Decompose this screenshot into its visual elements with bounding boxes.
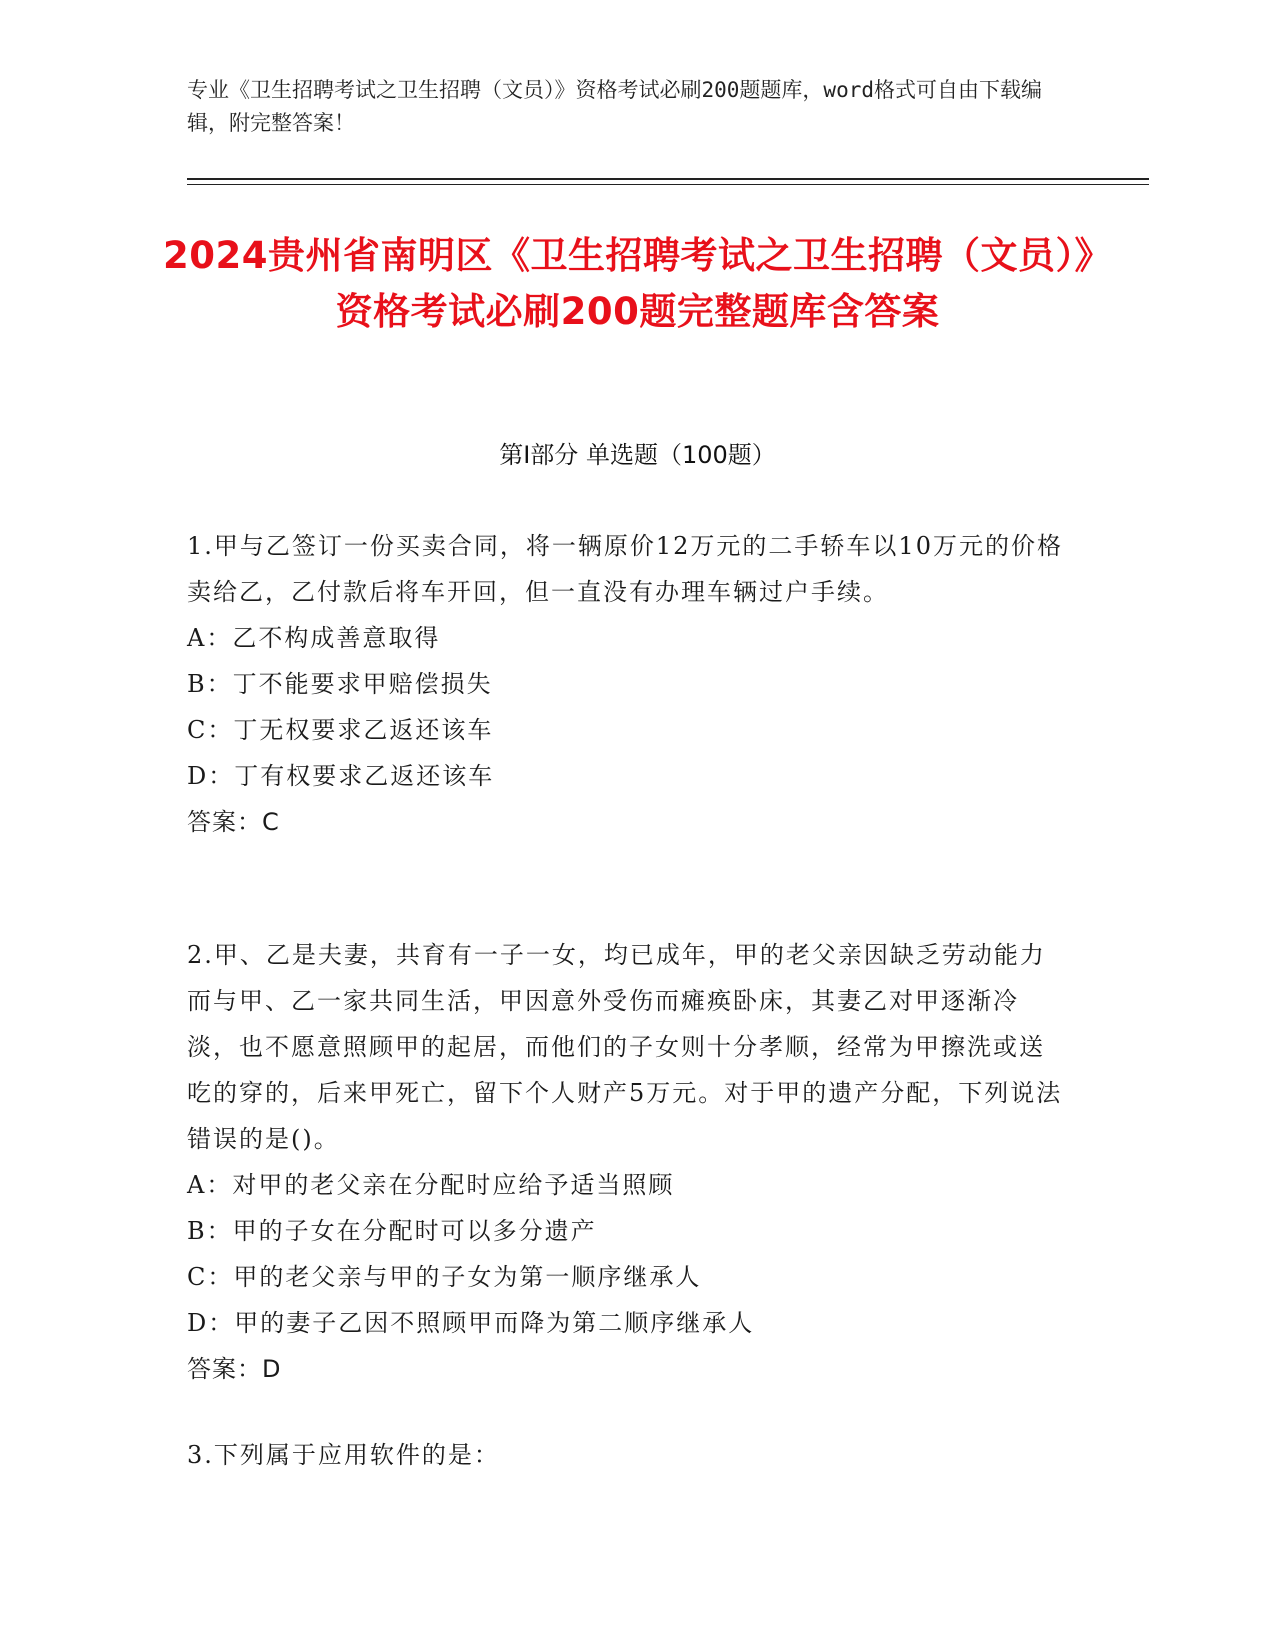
question-stem: 3.下列属于应用软件的是： bbox=[187, 1441, 500, 1469]
header-divider-thin bbox=[187, 184, 1149, 185]
option-c: C：丁无权要求乙返还该车 bbox=[187, 716, 494, 744]
question-1 bbox=[187, 523, 1067, 845]
document-title: 2024贵州省南明区《卫生招聘考试之卫生招聘（文员）》资格考试必刷200题完整题库含答案 bbox=[163, 234, 1112, 333]
section-heading: 第I部分 单选题（100题） bbox=[499, 441, 776, 469]
option-a: A：乙不构成善意取得 bbox=[187, 624, 441, 652]
question-3 bbox=[187, 1432, 1067, 1478]
header-divider-thick bbox=[187, 178, 1149, 180]
question-stem: 2.甲、乙是夫妻，共育有一子一女，均已成年，甲的老父亲因缺乏劳动能力而与甲、乙一家共同生活，甲因意外受伤而瘫痪卧床，其妻乙对甲逐渐冷淡，也不愿意照顾甲的起居，而他们的子女则十分孝顺，经常为甲擦洗或送吃的穿的，后来甲死亡，留下个人财产5万元。对于甲的遗产分配，下列说法错误的是()。 bbox=[187, 941, 1063, 1153]
option-b: B：甲的子女在分配时可以多分遗产 bbox=[187, 1217, 597, 1245]
option-a: A：对甲的老父亲在分配时应给予适当照顾 bbox=[187, 1171, 675, 1199]
option-d: D：甲的妻子乙因不照顾甲而降为第二顺序继承人 bbox=[187, 1309, 755, 1337]
header-note: 专业《卫生招聘考试之卫生招聘（文员）》资格考试必刷200题题库，word格式可自由下载编辑，附完整答案！ bbox=[187, 78, 1042, 135]
question-stem: 1.甲与乙签订一份买卖合同，将一辆原价12万元的二手轿车以10万元的价格卖给乙，乙付款后将车开回，但一直没有办理车辆过户手续。 bbox=[187, 532, 1063, 606]
answer: 答案：D bbox=[187, 1355, 282, 1383]
question-2 bbox=[187, 932, 1067, 1392]
option-d: D：丁有权要求乙返还该车 bbox=[187, 762, 495, 790]
answer: 答案：C bbox=[187, 808, 280, 836]
option-c: C：甲的老父亲与甲的子女为第一顺序继承人 bbox=[187, 1263, 702, 1291]
option-b: B：丁不能要求甲赔偿损失 bbox=[187, 670, 493, 698]
